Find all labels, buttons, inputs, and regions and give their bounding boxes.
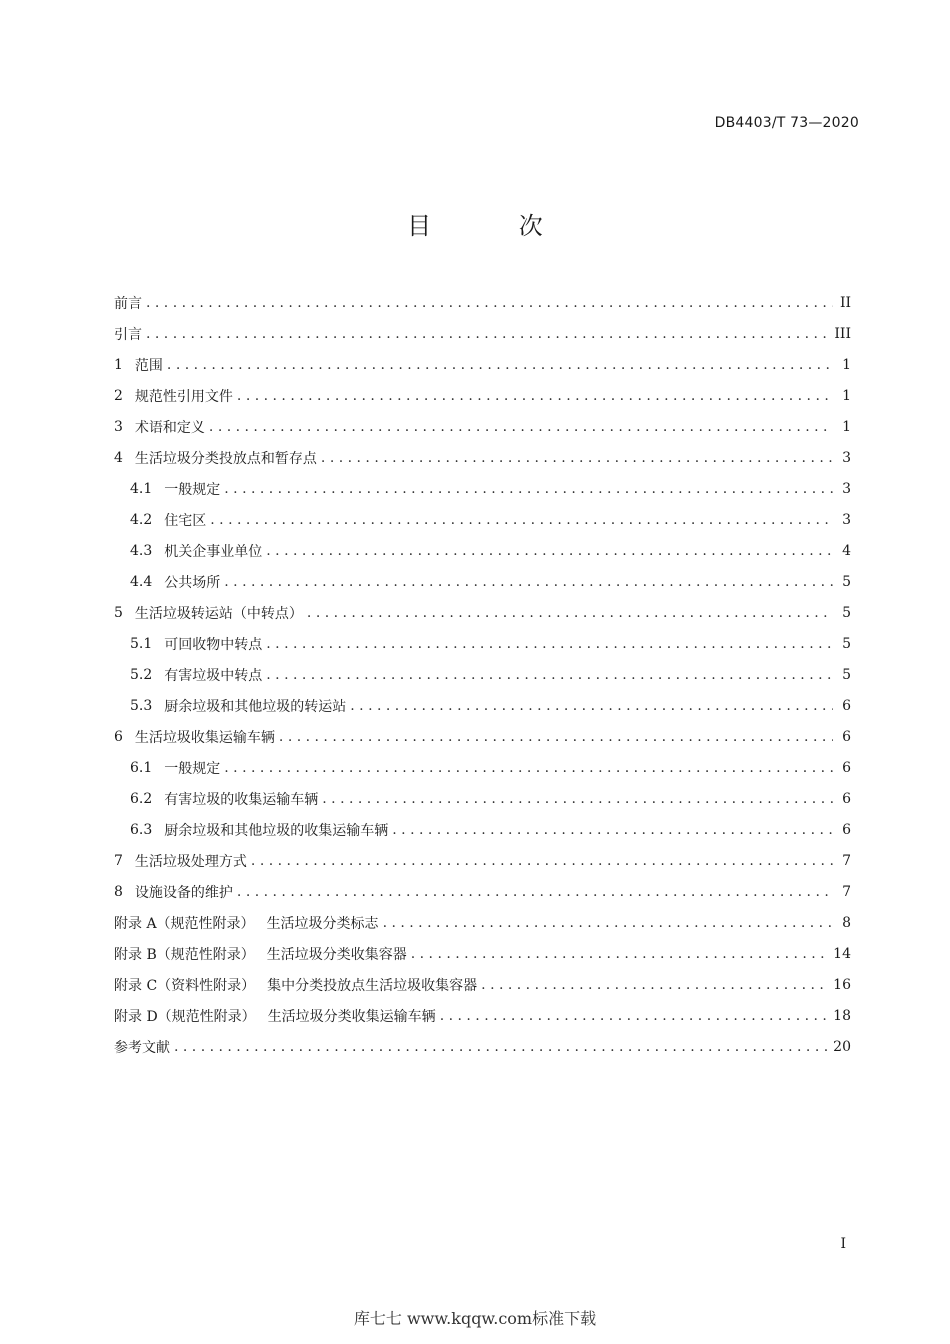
toc-entry-label: 一般规定 bbox=[164, 481, 221, 498]
toc-page-number: 1 bbox=[842, 387, 851, 404]
document-code: DB4403/T 73—2020 bbox=[714, 115, 859, 131]
toc-page-number: 1 bbox=[842, 356, 851, 373]
toc-dot-leader bbox=[210, 512, 833, 528]
toc-page-number: 4 bbox=[842, 542, 851, 559]
toc-dot-leader bbox=[279, 729, 833, 745]
page-number: I bbox=[840, 1236, 846, 1252]
toc-section-number: 7 bbox=[114, 852, 123, 869]
toc-section-number: 4.1 bbox=[130, 480, 153, 497]
toc-section-number: 5.1 bbox=[130, 635, 153, 652]
toc-entry[interactable] bbox=[114, 783, 851, 814]
toc-dot-leader bbox=[146, 326, 830, 342]
toc-dot-leader bbox=[440, 1008, 829, 1024]
toc-page-number: 3 bbox=[842, 480, 851, 497]
toc-entry[interactable] bbox=[114, 411, 851, 442]
toc-page-number: 3 bbox=[842, 449, 851, 466]
toc-page-number: 5 bbox=[842, 666, 851, 683]
toc-dot-leader bbox=[237, 884, 833, 900]
toc-section-number: 4.3 bbox=[130, 542, 153, 559]
footer-watermark: 库七七 www.kqqw.com标准下载 bbox=[353, 1309, 597, 1328]
toc-dot-leader bbox=[224, 574, 833, 590]
toc-dot-leader bbox=[251, 853, 833, 869]
toc-entry-label: 生活垃圾分类收集运输车辆 bbox=[267, 1008, 436, 1025]
toc-entry[interactable] bbox=[114, 876, 851, 907]
toc-dot-leader bbox=[266, 636, 833, 652]
toc-entry[interactable] bbox=[114, 907, 851, 938]
toc-entry[interactable] bbox=[114, 535, 851, 566]
toc-entry-label: 有害垃圾的收集运输车辆 bbox=[164, 791, 319, 808]
toc-entry[interactable] bbox=[114, 597, 851, 628]
toc-entry-label: 机关企事业单位 bbox=[164, 543, 263, 560]
toc-entry[interactable] bbox=[114, 473, 851, 504]
toc-dot-leader bbox=[266, 543, 833, 559]
toc-dot-leader bbox=[481, 977, 829, 993]
toc-entry[interactable] bbox=[114, 938, 851, 969]
toc-entry-label: 可回收物中转点 bbox=[164, 636, 263, 653]
toc-entry-label: 一般规定 bbox=[164, 760, 221, 777]
toc-section-number: 6.2 bbox=[130, 790, 153, 807]
toc-page-number: 8 bbox=[842, 914, 851, 931]
toc-section-number: 4.4 bbox=[130, 573, 153, 590]
toc-dot-leader bbox=[237, 388, 833, 404]
toc-entry-label: 厨余垃圾和其他垃圾的收集运输车辆 bbox=[164, 822, 389, 839]
toc-dot-leader bbox=[167, 357, 833, 373]
toc-entry-label: 生活垃圾处理方式 bbox=[134, 853, 247, 870]
toc-dot-leader bbox=[321, 450, 833, 466]
table-of-contents bbox=[114, 287, 851, 1062]
toc-section-number: 1 bbox=[114, 356, 123, 373]
toc-appendix-tag: 附录 D（规范性附录） bbox=[114, 1008, 256, 1025]
toc-dot-leader bbox=[146, 295, 833, 311]
toc-page-number: 6 bbox=[842, 759, 851, 776]
toc-entry[interactable] bbox=[114, 690, 851, 721]
toc-entry[interactable] bbox=[114, 814, 851, 845]
toc-dot-leader bbox=[383, 915, 833, 931]
toc-dot-leader bbox=[174, 1039, 829, 1055]
toc-section-number: 8 bbox=[114, 883, 123, 900]
toc-entry-label: 参考文献 bbox=[114, 1039, 170, 1056]
toc-section-number: 6 bbox=[114, 728, 123, 745]
toc-entry[interactable] bbox=[114, 628, 851, 659]
toc-page-number: 20 bbox=[833, 1038, 851, 1055]
toc-entry-label: 术语和定义 bbox=[134, 419, 205, 436]
toc-section-number: 3 bbox=[114, 418, 123, 435]
toc-entry[interactable] bbox=[114, 721, 851, 752]
toc-appendix-tag: 附录 B（规范性附录） bbox=[114, 946, 255, 963]
toc-entry[interactable] bbox=[114, 442, 851, 473]
toc-section-number: 6.3 bbox=[130, 821, 153, 838]
toc-page-number: 5 bbox=[842, 604, 851, 621]
toc-entry-label: 前言 bbox=[114, 295, 142, 312]
toc-dot-leader bbox=[224, 760, 833, 776]
toc-section-number: 5 bbox=[114, 604, 123, 621]
toc-entry[interactable] bbox=[114, 659, 851, 690]
toc-entry-label: 生活垃圾分类投放点和暂存点 bbox=[134, 450, 317, 467]
toc-page-number: 14 bbox=[833, 945, 851, 962]
toc-section-number: 5.2 bbox=[130, 666, 153, 683]
toc-entry[interactable] bbox=[114, 845, 851, 876]
toc-dot-leader bbox=[350, 698, 833, 714]
toc-appendix-tag: 附录 A（规范性附录） bbox=[114, 915, 255, 932]
toc-page-number: 7 bbox=[842, 852, 851, 869]
toc-dot-leader bbox=[411, 946, 829, 962]
toc-dot-leader bbox=[209, 419, 833, 435]
toc-entry[interactable] bbox=[114, 380, 851, 411]
toc-appendix-tag: 附录 C（资料性附录） bbox=[114, 977, 256, 994]
toc-entry-label: 公共场所 bbox=[164, 574, 221, 591]
toc-entry-label: 厨余垃圾和其他垃圾的转运站 bbox=[164, 698, 347, 715]
toc-page-number: 1 bbox=[842, 418, 851, 435]
toc-entry-label: 生活垃圾分类收集容器 bbox=[266, 946, 407, 963]
toc-dot-leader bbox=[392, 822, 833, 838]
toc-entry[interactable] bbox=[114, 752, 851, 783]
toc-entry[interactable] bbox=[114, 1031, 851, 1062]
toc-page-number: 6 bbox=[842, 790, 851, 807]
toc-entry-label: 集中分类投放点生活垃圾收集容器 bbox=[267, 977, 478, 994]
toc-dot-leader bbox=[322, 791, 833, 807]
toc-page-number: 6 bbox=[842, 697, 851, 714]
toc-page-number: 5 bbox=[842, 573, 851, 590]
toc-entry-label: 生活垃圾收集运输车辆 bbox=[134, 729, 275, 746]
page-title: 目 次 bbox=[407, 212, 583, 240]
toc-entry-label: 生活垃圾分类标志 bbox=[266, 915, 379, 932]
toc-entry-label: 引言 bbox=[114, 326, 142, 343]
toc-page-number: 7 bbox=[842, 883, 851, 900]
toc-entry[interactable] bbox=[114, 318, 851, 349]
toc-entry-label: 设施设备的维护 bbox=[134, 884, 233, 901]
toc-section-number: 5.3 bbox=[130, 697, 153, 714]
toc-page-number: 6 bbox=[842, 728, 851, 745]
toc-entry[interactable] bbox=[114, 349, 851, 380]
toc-entry-label: 生活垃圾转运站（中转点） bbox=[134, 605, 303, 622]
toc-page-number: 18 bbox=[833, 1007, 851, 1024]
toc-entry-label: 有害垃圾中转点 bbox=[164, 667, 263, 684]
toc-entry[interactable] bbox=[114, 287, 851, 318]
toc-section-number: 6.1 bbox=[130, 759, 153, 776]
toc-page-number: 16 bbox=[833, 976, 851, 993]
toc-page-number: II bbox=[839, 294, 851, 311]
toc-section-number: 4.2 bbox=[130, 511, 153, 528]
toc-page-number: III bbox=[834, 325, 851, 342]
toc-page-number: 6 bbox=[842, 821, 851, 838]
toc-entry-label: 住宅区 bbox=[164, 512, 207, 529]
toc-dot-leader bbox=[307, 605, 833, 621]
toc-entry[interactable] bbox=[114, 1000, 851, 1031]
toc-page-number: 3 bbox=[842, 511, 851, 528]
toc-dot-leader bbox=[224, 481, 833, 497]
toc-entry[interactable] bbox=[114, 969, 851, 1000]
toc-entry-label: 范围 bbox=[134, 357, 163, 374]
toc-entry-label: 规范性引用文件 bbox=[134, 388, 233, 405]
toc-entry[interactable] bbox=[114, 504, 851, 535]
toc-section-number: 2 bbox=[114, 387, 123, 404]
toc-page-number: 5 bbox=[842, 635, 851, 652]
toc-section-number: 4 bbox=[114, 449, 123, 466]
toc-entry[interactable] bbox=[114, 566, 851, 597]
toc-dot-leader bbox=[266, 667, 833, 683]
